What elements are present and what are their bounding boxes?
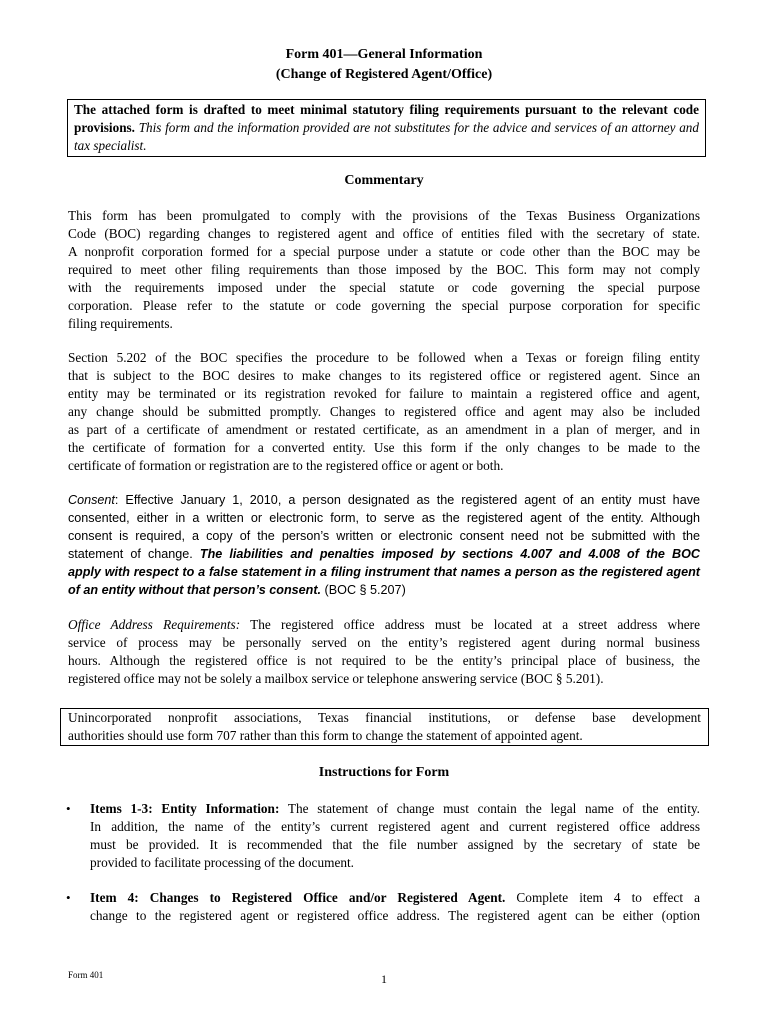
text-line xyxy=(68,563,700,581)
text-run: The registered office address must be located at a street address where xyxy=(240,617,701,632)
text-run: Complete item 4 to effect a xyxy=(505,890,700,905)
text-line: as part of a certificate of amendment or restated certificate, as an amendment in a plan of merger, and in xyxy=(68,422,700,437)
text-line: certificate of formation or registration are to the registered office or agent or both. xyxy=(68,458,504,473)
item-label: Item 4: Changes to Registered Office and/or Registered Agent. xyxy=(90,890,506,905)
commentary-heading: Commentary xyxy=(344,173,424,188)
instruction-item-2 xyxy=(60,889,700,925)
liability-emphasis: apply with respect to a false statement in a filing instrument that names a person as the registered agent xyxy=(68,565,700,579)
text-line: A nonprofit corporation formed for a special purpose under a statute or code other than the BOC may be xyxy=(68,244,700,259)
instructions-heading: Instructions for Form xyxy=(318,765,450,780)
footer-form-label: Form 401 xyxy=(68,970,104,980)
text-line: any change should be submitted promptly. Changes to registered office and agent may also be included xyxy=(68,404,700,419)
instruction-item-1 xyxy=(60,800,700,872)
text-line: This form has been promulgated to comply with the provisions of the Texas Business Organizations xyxy=(68,208,700,223)
commentary-paragraph-2 xyxy=(68,349,700,475)
text-line: corporation. Please refer to the statute or code governing the special purpose corporation for specific xyxy=(68,298,700,313)
disclaimer-notice-box xyxy=(67,99,706,157)
text-line: provided to facilitate processing of the document. xyxy=(90,855,355,870)
instruction-body xyxy=(90,889,700,925)
form-subtitle: (Change of Registered Agent/Office) xyxy=(275,67,493,82)
text-line: Unincorporated nonprofit associations, Texas financial institutions, or defense base development xyxy=(68,710,701,725)
text-line: consent is required, a copy of the person’s written or electronic consent need not be submitted with the xyxy=(68,529,700,543)
bullet-icon: • xyxy=(66,801,71,816)
commentary-paragraph-1 xyxy=(68,207,700,333)
page-number: 1 xyxy=(381,972,387,986)
item-label: Items 1-3: Entity Information: xyxy=(90,801,280,816)
text-line xyxy=(68,545,700,563)
liability-emphasis: of an entity without that person’s consent. xyxy=(68,583,322,597)
consent-paragraph xyxy=(68,491,700,599)
text-line: hours. Although the registered office is not required to be the entity’s principal place of business, the xyxy=(68,653,700,668)
text-line: Section 5.202 of the BOC specifies the procedure to be followed when a Texas or foreign filing entity xyxy=(68,350,700,365)
text-line xyxy=(68,491,700,509)
boc-citation: (BOC § 5.207) xyxy=(321,583,406,597)
text-line: with the requirements imposed under the special statute or code governing the special purpose xyxy=(68,280,700,295)
text-line: service of process may be personally served on the entity’s registered agent during normal business xyxy=(68,635,700,650)
text-line: change to the registered agent or registered office address. The registered agent can be either (option xyxy=(90,908,700,923)
text-line xyxy=(68,616,700,634)
instruction-body xyxy=(90,800,700,872)
text-line xyxy=(90,889,700,907)
consent-label: Consent xyxy=(68,493,115,507)
text-line: required to meet other filing requirements than those imposed by the BOC. This form may not comply xyxy=(68,262,700,277)
text-line: must be provided. It is recommended that the file number assigned by the secretary of state be xyxy=(90,837,700,852)
form-title: Form 401—General Information xyxy=(285,47,483,62)
unincorporated-notice-box xyxy=(60,708,709,746)
liability-emphasis: The liabilities and penalties imposed by sections 4.007 and 4.008 of the BOC xyxy=(199,547,700,561)
office-address-label: Office Address Requirements: xyxy=(68,617,241,632)
text-run: : Effective January 1, 2010, a person designated as the registered agent of an entity must have xyxy=(114,493,700,507)
text-line: the certificate of formation for a converted entity. Use this form if the only changes to be made to the xyxy=(68,440,700,455)
text-line: entity may be terminated or its registration revoked for failure to maintain a registered office and agent, xyxy=(68,386,700,401)
bullet-icon: • xyxy=(66,890,71,905)
text-line: authorities should use form 707 rather than this form to change the statement of appointed agent. xyxy=(68,728,583,743)
text-run: The statement of change must contain the legal name of the entity. xyxy=(279,801,700,816)
text-line xyxy=(90,800,700,818)
text-line: In addition, the name of the entity’s current registered agent and current registered office address xyxy=(90,819,700,834)
text-line: filing requirements. xyxy=(68,316,173,331)
text-line: Code (BOC) regarding changes to registered agent and office of entities filed with the secretary of state. xyxy=(68,226,700,241)
text-line xyxy=(68,581,700,599)
text-line: that is subject to the BOC desires to make changes to its registered office or registered agent. Since an xyxy=(68,368,700,383)
text-line: consented, either in a written or electronic form, to serve as the registered agent of the entity. Although xyxy=(68,511,700,525)
notice-italic-text: This form and the information provided are not substitutes for the advice and services of an attorney and tax specialist. xyxy=(74,120,699,153)
notice-bold-text: The attached form is drafted to meet minimal statutory filing requirements pursuant to the relevant code provisions. xyxy=(74,102,699,135)
text-run: statement of change. xyxy=(68,547,200,561)
office-address-paragraph xyxy=(68,616,700,688)
text-line: registered office may not be solely a mailbox service or telephone answering service (BOC § 5.201). xyxy=(68,671,604,686)
